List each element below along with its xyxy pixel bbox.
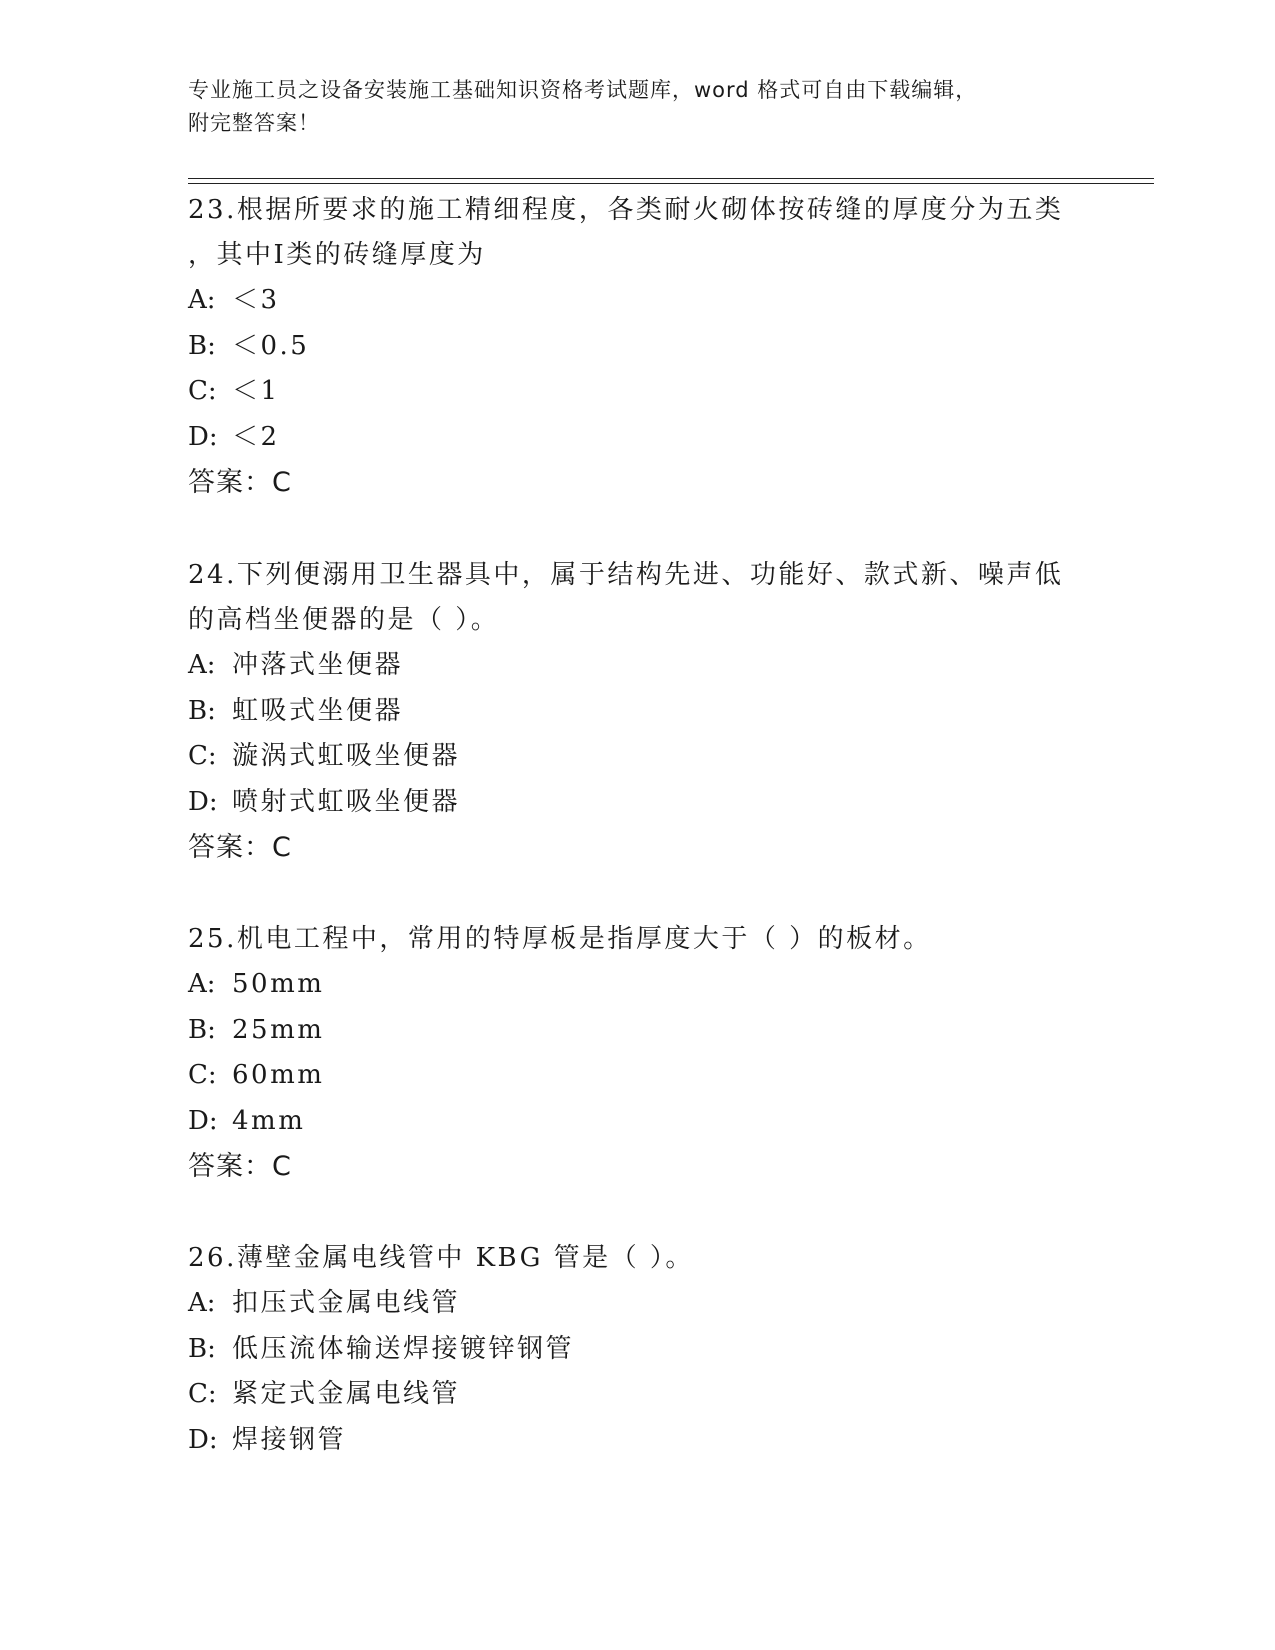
option-text: 25mm xyxy=(232,1014,325,1045)
option-d xyxy=(188,780,1088,826)
option-letter: A: xyxy=(188,650,216,680)
option-text: 低压流体输送焊接镀锌钢管 xyxy=(232,1333,575,1364)
question-24 xyxy=(188,553,1088,871)
option-text: 漩涡式虹吸坐便器 xyxy=(232,741,461,771)
option-b xyxy=(188,1327,1088,1373)
question-25 xyxy=(188,917,1088,1190)
question-text xyxy=(188,553,1088,643)
option-text: 扣压式金属电线管 xyxy=(232,1288,461,1318)
answer: 答案：C xyxy=(188,467,292,498)
option-letter: C: xyxy=(188,376,217,406)
option-letter: C: xyxy=(188,1379,217,1409)
option-letter: B: xyxy=(188,1014,216,1045)
question-line-2: ，其中Ⅰ类的砖缝厚度为 xyxy=(188,240,486,270)
option-text: ＜1 xyxy=(232,376,280,406)
option-text: 焊接钢管 xyxy=(232,1424,347,1455)
option-text: 虹吸式坐便器 xyxy=(232,695,404,726)
option-letter: B: xyxy=(188,1333,216,1364)
question-26 xyxy=(188,1236,1088,1463)
option-text: 喷射式虹吸坐便器 xyxy=(232,786,461,817)
header-divider-bottom xyxy=(188,183,1154,184)
option-letter: D: xyxy=(188,786,218,817)
option-text: 60mm xyxy=(232,1060,325,1090)
option-c xyxy=(188,1372,1088,1418)
question-line-1: 24.下列便溺用卫生器具中，属于结构先进、功能好、款式新、噪声低 xyxy=(188,560,1064,590)
option-a xyxy=(188,643,1088,689)
option-letter: C: xyxy=(188,741,217,771)
question-line-1: 26.薄壁金属电线管中 KBG 管是（ ）。 xyxy=(188,1243,694,1273)
question-text xyxy=(188,188,1088,278)
option-text: 4mm xyxy=(232,1105,306,1136)
option-text: ＜3 xyxy=(232,285,280,315)
option-a xyxy=(188,1281,1088,1327)
question-text xyxy=(188,1236,1088,1281)
option-d xyxy=(188,415,1088,461)
option-letter: B: xyxy=(188,695,216,726)
question-line-1: 23.根据所要求的施工精细程度，各类耐火砌体按砖缝的厚度分为五类 xyxy=(188,195,1064,225)
option-letter: A: xyxy=(188,1288,216,1318)
option-c xyxy=(188,1053,1088,1099)
option-d xyxy=(188,1099,1088,1145)
header-line-2: 附完整答案！ xyxy=(188,111,320,135)
document-header xyxy=(188,74,1068,140)
option-b xyxy=(188,1008,1088,1054)
option-a xyxy=(188,962,1088,1008)
option-letter: B: xyxy=(188,330,216,361)
answer: 答案：C xyxy=(188,832,292,863)
question-line-2: 的高档坐便器的是（ ）。 xyxy=(188,605,500,635)
option-d xyxy=(188,1418,1088,1464)
header-divider-top xyxy=(188,178,1154,179)
option-letter: C: xyxy=(188,1060,217,1090)
answer: 答案：C xyxy=(188,1151,292,1182)
option-letter: A: xyxy=(188,285,216,315)
header-line-1: 专业施工员之设备安装施工基础知识资格考试题库，word 格式可自由下载编辑， xyxy=(188,78,978,102)
question-23 xyxy=(188,188,1088,506)
option-text: 紧定式金属电线管 xyxy=(232,1379,461,1409)
option-letter: A: xyxy=(188,969,216,999)
option-c xyxy=(188,734,1088,780)
option-text: 50mm xyxy=(232,969,325,999)
option-letter: D: xyxy=(188,1105,218,1136)
question-line-1: 25.机电工程中，常用的特厚板是指厚度大于（ ）的板材。 xyxy=(188,924,932,954)
option-letter: D: xyxy=(188,421,218,452)
option-letter: D: xyxy=(188,1424,218,1455)
option-text: ＜0.5 xyxy=(232,330,310,361)
option-b xyxy=(188,324,1088,370)
option-b xyxy=(188,689,1088,735)
option-c xyxy=(188,369,1088,415)
question-text xyxy=(188,917,1088,962)
option-text: ＜2 xyxy=(232,421,280,452)
option-text: 冲落式坐便器 xyxy=(232,650,404,680)
option-a xyxy=(188,278,1088,324)
